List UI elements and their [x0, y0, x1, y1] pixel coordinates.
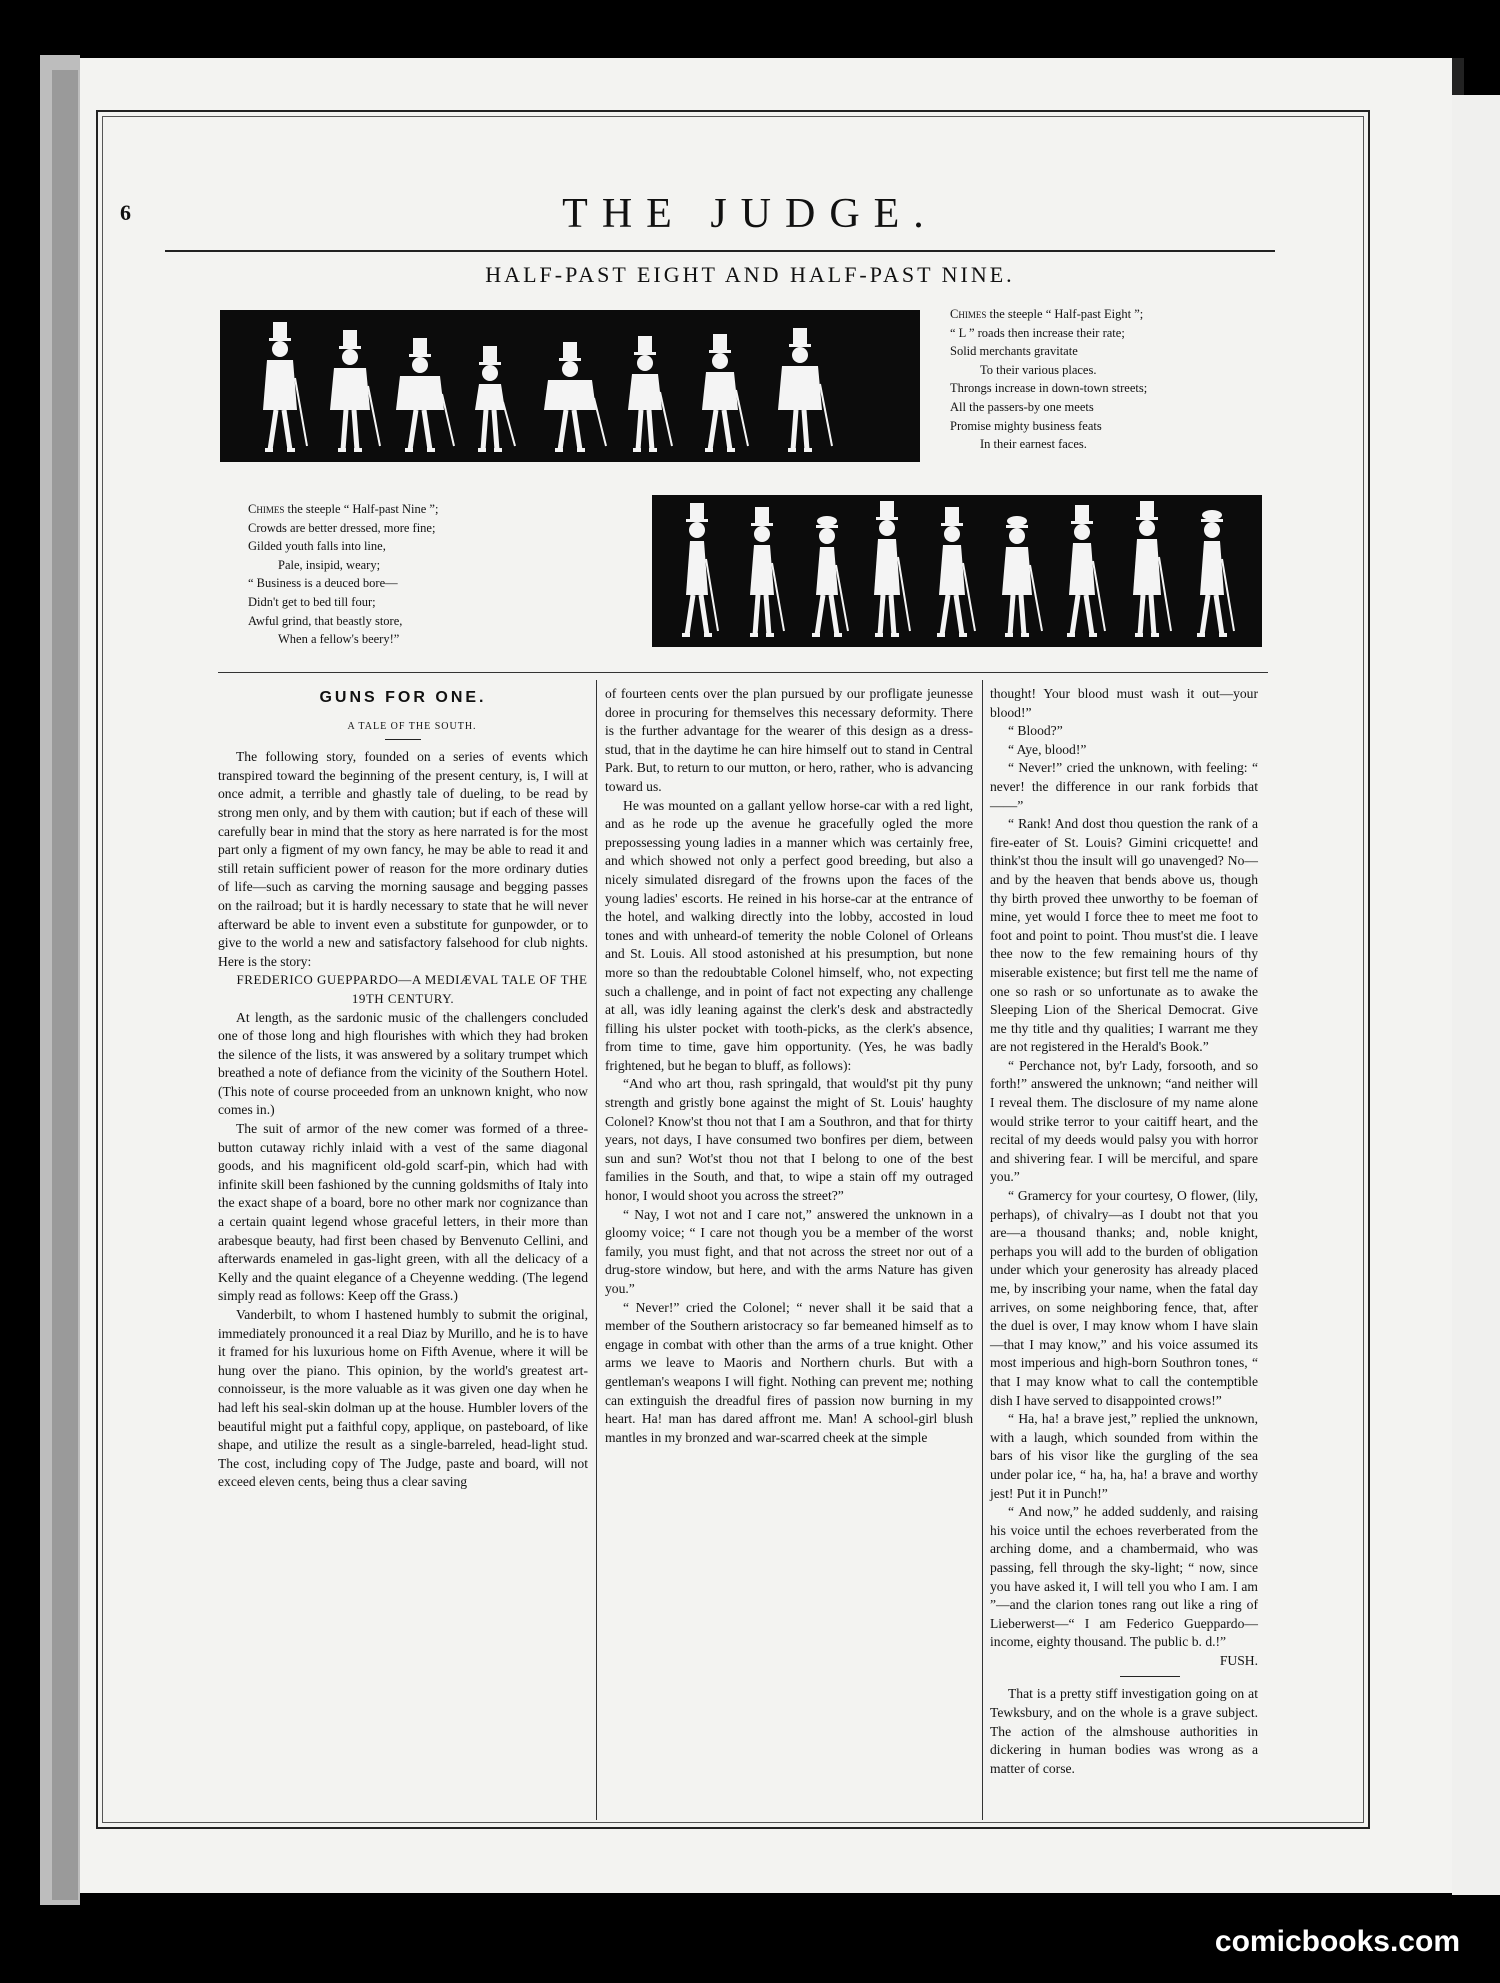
- tewksbury-paragraph: That is a pretty stiff investigation going on at Tewksbury, and on the whole is a grave subject. The action of the almshouse authorities in dickering in human bodies was wrong as a matter of corse.: [990, 1686, 1258, 1776]
- article-paragraph: “ And now,” he added suddenly, and raising his voice until the echoes reverberated from the arching dome, and a chambermaid, who was passing, fell through the sky-light; “ now, since you have asked it, I will tell you who I am. I am ”—and the clarion tones rang out like a ring of Lieberwerst—“ I am Federico Gueppardo—income, eighty thousand. The public b. d.!”: [990, 1504, 1258, 1650]
- article-paragraph: “ Perchance not, by'r Lady, forsooth, and so forth!” answered the unknown; “and neither will I reveal them. The disclosure of my name alone would strike terror to your caitiff heart, and the recital of my deeds would palsy you with horror and shivering fear. I will be merciful, and spare you.”: [990, 1057, 1258, 1185]
- walking-figure-illustration: [263, 322, 307, 450]
- verse-initial-word: Chimes: [950, 307, 987, 321]
- article-paragraph: “ Blood?”: [1008, 723, 1063, 739]
- verse-line-text: Pale, insipid, weary;: [278, 557, 381, 572]
- article-subtitle: A TALE OF THE SOUTH.: [347, 720, 477, 732]
- article-paragraph: “And who art thou, rash springald, that would'st pit thy puny strength and gristly bone against the might of St. Louis' haughty Colonel? Know'st thou not that I am a Southron, and that for thirty years, not days, I have consumed two bonfires per diem, between sun and sun? Wot'st thou not that I belong to one of the best families in the South, and that, to wipe a stain off my outraged honor, I would shoot you across the street?”: [605, 1076, 973, 1204]
- verse-line-text: “ L ” roads then increase their rate;: [950, 325, 1125, 340]
- verse-line-text: Crowds are better dressed, more fine;: [248, 520, 436, 535]
- page-number: 6: [120, 200, 131, 225]
- walking-figure-illustration: [1197, 510, 1234, 635]
- verse-line: [950, 417, 1147, 436]
- strip-eight-figures: [220, 310, 920, 462]
- article-title: GUNS FOR ONE.: [319, 689, 487, 706]
- verse-line-text: Didn't get to bed till four;: [248, 594, 376, 609]
- article-paragraph: “ Rank! And dost thou question the rank of a fire-eater of St. Louis? Gimini cricquette! and think'st thou the insult will go unavenged? No—and by the heaven that bends above us, though thy birth proved thee unworthy to be foeman of mine, yet would I force thee to meet me foot to foot and point to point. Thou must'st die. I leave thee now to the few remaining hours of thy miserable existence; but first tell me the name of one so rash or so unfortunate as to awake the Sleeping Lion of the Sherical Democrat. Give me thy title and thy qualities; I warrant me they are not registered in the Herald's Book.”: [990, 816, 1258, 1055]
- article-paragraph: At length, as the sardonic music of the challengers concluded one of those long and high flourishes with which they had broken the silence of the lists, it was answered by a solitary trumpet which breathed a note of defiance from the vicinity of the Southern Hotel. (This note of course proceeded from an unknown knight, who now comes in.): [218, 1009, 588, 1118]
- walking-figure-illustration: [778, 328, 832, 450]
- verse-line: [248, 500, 438, 519]
- section-rule: [218, 672, 1268, 673]
- verse-line: [248, 574, 438, 593]
- verse-line-text: Gilded youth falls into line,: [248, 539, 386, 554]
- article-signature: FUSH.: [1219, 1652, 1258, 1668]
- next-page-edge: [1452, 95, 1500, 1895]
- watermark: comicbooks.com: [1214, 1925, 1460, 1958]
- cartoon-strip-nine: [652, 495, 1262, 647]
- walking-figure-illustration: [396, 338, 454, 450]
- verse-line: [950, 324, 1147, 343]
- cartoon-strip-eight: [220, 310, 920, 462]
- verse-line: [950, 398, 1147, 417]
- article-paragraph: The suit of armor of the new comer was formed of a three-button cutaway richly inlaid with a vest of the same diagonal goods, and his magnificent old-gold scarf-pin, which had with infinite skill been fashioned by the cunning goldsmiths of Italy into the exact shape of a board, bore no other mark nor cognizance than a certain quaint legend whose graceful letters, in their more than arabesque beauty, had first been chased by Benvenuto Cellini, and afterwards enameled in gas-light green, with all the delicacy of a Kelly and the quaint elegance of a Cheyenne wedding. (The legend simply read as follows: Keep off the Grass.): [218, 1121, 588, 1304]
- walking-figure-illustration: [330, 330, 380, 450]
- verse-line: [950, 361, 1147, 380]
- signature-rule: [1120, 1676, 1180, 1677]
- verse-line-text: Awful grind, that beastly store,: [248, 613, 403, 628]
- verse-line-text: Solid merchants gravitate: [950, 344, 1078, 359]
- column-divider-2: [982, 680, 983, 1820]
- verse-initial-word: Chimes: [248, 502, 285, 516]
- verse-line: [950, 342, 1147, 361]
- walking-figure-illustration: [750, 507, 784, 635]
- strip-nine-figures: [652, 495, 1262, 647]
- article-paragraph: of fourteen cents over the plan pursued by our profligate jeunesse doree in procuring for themselves this necessary deformity. There is the further advantage for the wearer of this design as a dress-stud, that in the daytime he can hire himself out to stand in Central Park. But, to return to our mutton, or hero, rather, who is advancing toward us.: [605, 686, 973, 794]
- walking-figure-illustration: [937, 507, 975, 635]
- verse-line-text: All the passers-by one meets: [950, 399, 1094, 414]
- verse-line: [248, 537, 438, 556]
- walking-figure-illustration: [475, 346, 515, 450]
- column-1-body: [218, 1009, 588, 1492]
- verse-line: [248, 519, 438, 538]
- scan-binding-shadow: [52, 70, 78, 1900]
- article-paragraph: “ Aye, blood!”: [1008, 741, 1087, 757]
- cartoon-headline: HALF-PAST EIGHT AND HALF-PAST NINE.: [485, 262, 1015, 287]
- verse-line-text: the steeple “ Half-past Eight ”;: [986, 307, 1144, 321]
- verse-line: [248, 612, 438, 631]
- article-column-3: [990, 685, 1258, 1778]
- walking-figure-illustration: [1133, 501, 1171, 635]
- story-subhead: FREDERICO GUEPPARDO—A MEDIÆVAL TALE OF THE 19TH CENTURY.: [236, 972, 588, 1006]
- verse-line: [950, 305, 1147, 324]
- masthead-rule: [165, 250, 1275, 252]
- article-paragraph: He was mounted on a gallant yellow horse-car with a red light, and as he rode up the avenue he gracefully ogled the more prepossessing young ladies in a manner which was certainly free, and which showed not only a perfect good breeding, but also a nicely simulated disregard of the frowns upon the faces of the young ladies' escorts. He reined in his horse-car at the entrance of the hotel, and walking directly into the lobby, accosted in loud tones and with unheard-of temerity the noble Colonel of Orleans and St. Louis. All stood astonished at his presumption, but none more so than the redoubtable Colonel himself, who, not expecting such a challenge, and in point of fact not expecting any challenge at all, was idly leaning against the clerk's desk and abstractedly filling his ulster pocket with tooth-picks, as the clerk's absence, from time to time, gave him opportunity. (Yes, he was badly frightened, but he began to bluff, as follows):: [605, 797, 973, 1073]
- title-rule: [385, 739, 421, 740]
- verse-line-text: In their earnest faces.: [980, 437, 1087, 452]
- article-paragraph: “ Never!” cried the unknown, with feeling: “ never! the difference in our rank forbids that——”: [990, 760, 1258, 813]
- article-paragraph: “ Gramercy for your courtesy, O flower, (lily, perhaps), of chivalry—as I doubt not that you are—a thousand thanks; and, noble knight, perhaps you will add to the burden of obligation under which your generosity has already placed me, by inscribing your name, when the fatal day arrives, on some neighboring fence, that, after the duel is over, I may know whom I have slain—that I may know,” and his voice assumed its most imperious and high-born Southron tones, “ that I may know what to call the contemptible dish I have served to disappointed crows!”: [990, 1188, 1258, 1408]
- verse-line: [248, 630, 438, 649]
- verse-half-past-eight: [950, 305, 1147, 454]
- walking-figure-illustration: [544, 342, 606, 450]
- walking-figure-illustration: [812, 516, 848, 635]
- walking-figure-illustration: [702, 334, 748, 450]
- verse-line-text: Promise mighty business feats: [950, 418, 1102, 433]
- walking-figure-illustration: [1067, 505, 1105, 635]
- walking-figure-illustration: [628, 336, 672, 450]
- article-paragraph: “ Never!” cried the Colonel; “ never shall it be said that a member of the Southern aristocracy so far bemeaned himself as to engage in combat with other than the arms of a true knight. Other arms we leave to Maoris and Northern churls. But with a gentleman's weapons I will fight. Nothing can prevent me; nothing can extinguish the dreadful fires of passion now burning in my heart. Ha! man has dared affront me. Man! A school-girl blush mantles in my bronzed and war-scarred cheek at the simple: [605, 1299, 973, 1445]
- walking-figure-illustration: [682, 503, 718, 635]
- verse-line-text: “ Business is a deuced bore—: [248, 576, 398, 591]
- article-column-2: [605, 685, 973, 1447]
- article-paragraph: Vanderbilt, to whom I hastened humbly to submit the original, immediately pronounced it a real Diaz by Murillo, and he is to have it framed for his luxurious home on Fifth Avenue, where it will be hung over the piano. This opinion, by the world's greatest art-connoisseur, is the more valuable as it was given one day when he had left his seal-skin dolman up at the house. Humbler lovers of the beautiful might put a faithful copy, applique, on pasteboard, of like shape, and utilize the result as a single-barreled, head-light stud. The cost, including copy of The Judge, paste and board, will not exceed eleven cents, being thus a clear saving: [218, 1307, 588, 1490]
- verse-half-past-nine: [248, 500, 438, 649]
- article-paragraph: thought! Your blood must wash it out—your blood!”: [990, 686, 1258, 720]
- verse-line-text: Throngs increase in down-town streets;: [950, 381, 1148, 396]
- article-paragraph: “ Nay, I wot not and I care not,” answered the unknown in a gloomy voice; “ I care not though you be a member of the worst family, you must fight, and that not across the street nor out of a drug-store window, but here, and with the arms Nature has given you.”: [605, 1206, 973, 1296]
- verse-line-text: the steeple “ Half-past Nine ”;: [284, 502, 439, 516]
- article-column-1: [218, 685, 588, 1492]
- article-intro: The following story, founded on a series of events which transpired toward the beginning of the present century, is, I will at once admit, a terrible and ghastly tale of dueling, to be read by strong men only, and by them with caution; but if each of these will carefully bear in mind that the story as here narrated is for the most part only a figment of my own fancy, he may be able to read it and still retain sufficient power of reason for the more ordinary duties of life—such as carving the morning sausage and begging passes on the railroad; but it is hardly necessary to state that he will never afterward be able to invent even a substitute for gunpowder, or to give to the world a new and satisfactory falsehood for club nights. Here is the story:: [218, 749, 588, 969]
- verse-line: [248, 593, 438, 612]
- walking-figure-illustration: [874, 501, 910, 635]
- verse-line-text: To their various places.: [980, 362, 1097, 377]
- verse-line-text: When a fellow's beery!”: [278, 632, 400, 647]
- verse-line: [950, 379, 1147, 398]
- column-3-body: [990, 685, 1258, 1652]
- masthead-title: THE JUDGE.: [562, 191, 938, 237]
- article-paragraph: “ Ha, ha! a brave jest,” replied the unknown, with a laugh, which sounded from within the bars of his visor like the gurgling of the sea under polar ice, “ ha, ha, ha! a brave and worthy jest! Put it in Punch!”: [990, 1411, 1258, 1501]
- column-divider-1: [596, 680, 597, 1820]
- verse-line: [950, 435, 1147, 454]
- column-2-body: [605, 685, 973, 1447]
- verse-line: [248, 556, 438, 575]
- walking-figure-illustration: [1002, 516, 1042, 635]
